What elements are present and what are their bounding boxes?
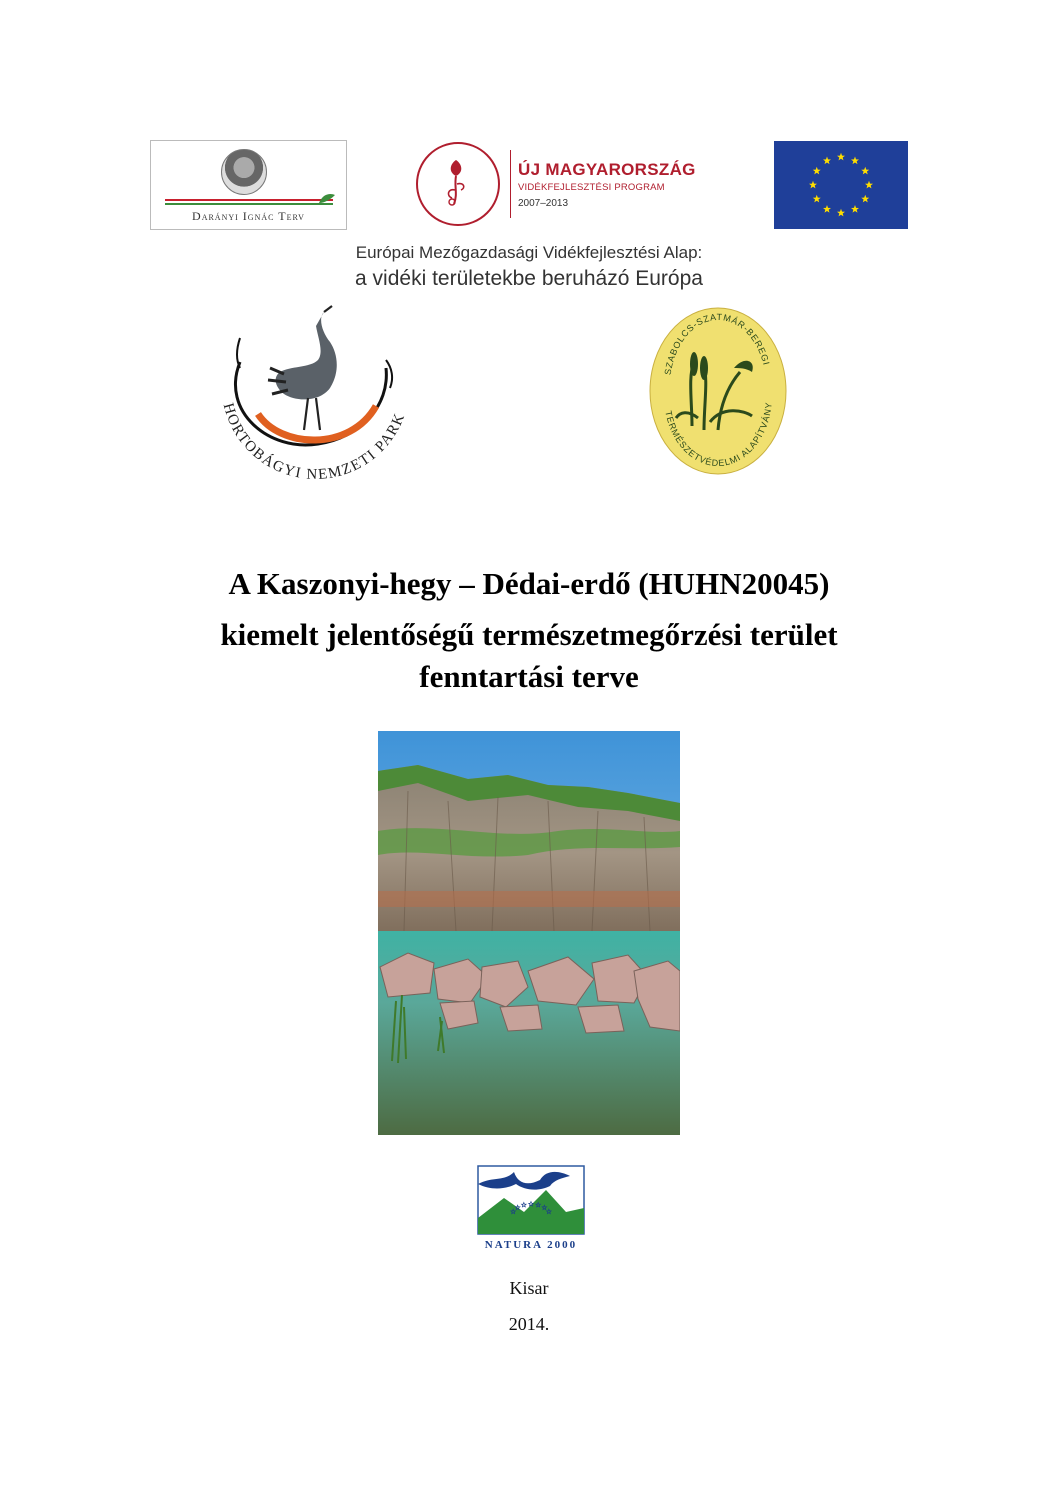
eu-star [837, 209, 845, 217]
divider [510, 150, 511, 218]
eu-star [813, 195, 821, 203]
eu-star [809, 181, 817, 189]
eu-star [861, 167, 869, 175]
eu-star [823, 157, 831, 165]
eu-star [851, 205, 859, 213]
darany-label: Darányi Ignác Terv [192, 209, 305, 223]
foundation-text-top: SZABOLCS-SZATMÁR-BEREGI [662, 311, 772, 376]
eu-star [823, 205, 831, 213]
uj-magyarorszag-title: ÚJ MAGYARORSZÁG [518, 160, 696, 179]
place-name: Kisar [509, 1278, 549, 1298]
eu-star [837, 153, 845, 161]
uj-magyarorszag-logo [414, 142, 714, 228]
document-title-line1: A Kaszonyi-hegy – Dédai-erdő (HUHN20045) [228, 566, 830, 601]
portrait-icon [221, 149, 267, 195]
eu-flag-icon [774, 141, 908, 229]
hortobagy-national-park-logo [200, 302, 430, 492]
nature-foundation-seal [648, 306, 788, 476]
natura-2000-logo [474, 1162, 588, 1252]
natura-label: NATURA 2000 [484, 1239, 578, 1251]
uj-magyarorszag-subtitle: VIDÉKFEJLESZTÉSI PROGRAM [518, 182, 665, 193]
tulip-icon [440, 156, 472, 210]
leaf-icon [317, 191, 337, 205]
uj-magyarorszag-years: 2007–2013 [518, 198, 569, 209]
eu-fund-line2: a vidéki területekbe beruházó Európa [355, 267, 703, 290]
eu-star [813, 167, 821, 175]
darany-ignac-terv-logo [150, 140, 347, 230]
hortobagy-text: HORTOBÁGYI NEMZETI PARK [219, 401, 409, 484]
document-title-line2: kiemelt jelentőségű természetmegőrzési terület [220, 617, 838, 652]
eu-star [851, 157, 859, 165]
eu-fund-line1: Európai Mezőgazdasági Vidékfejlesztési Alap: [355, 243, 703, 262]
publication-year: 2014. [508, 1314, 550, 1334]
document-title-line3: fenntartási terve [419, 659, 639, 694]
tricolor-stripe [165, 199, 333, 205]
quarry-lake-photo [378, 731, 680, 1135]
eu-star [861, 195, 869, 203]
foundation-text-bottom: TERMÉSZETVÉDELMI ALAPÍTVÁNY [663, 401, 774, 469]
eu-star [865, 181, 873, 189]
